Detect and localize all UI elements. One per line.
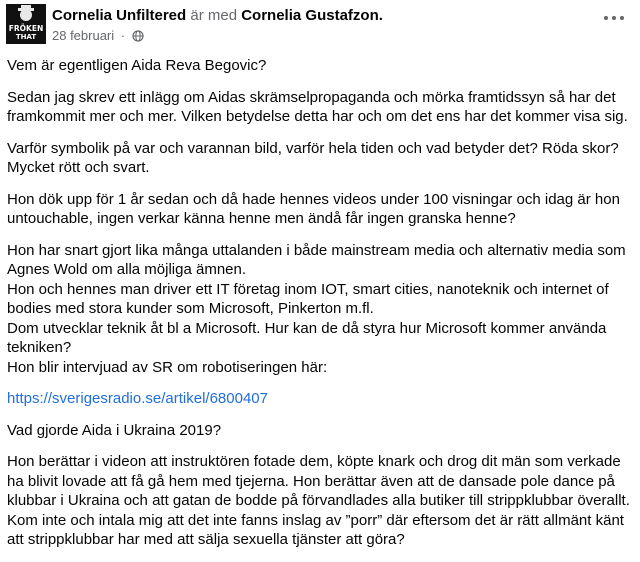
svg-text:FRÖKEN: FRÖKEN: [8, 24, 44, 33]
author-name-link[interactable]: Cornelia Unfiltered: [52, 7, 187, 24]
post-line: Hon har snart gjort lika många uttalanden i både mainstream media och alternativ media som Agnes Wold om alla möjliga ämnen.: [7, 241, 626, 278]
meta-separator: ·: [120, 28, 126, 43]
tagged-name-link[interactable]: Cornelia Gustafzon: [241, 7, 379, 24]
with-text: är med: [190, 7, 238, 24]
post-paragraph-group: [7, 241, 635, 378]
post-paragraph: [7, 389, 635, 409]
post-paragraph: Sedan jag skrev ett inlägg om Aidas skrämselpropaganda och mörka framtidssyn så har det framkommit mer och mer. Vilken betydelse detta har och om det ens har det kommer visa sig.: [7, 88, 628, 125]
post-paragraph: Vem är egentligen Aida Reva Begovic?: [7, 57, 267, 74]
svg-text:THAT: THAT: [15, 33, 37, 41]
author-line-period: .: [378, 7, 383, 24]
post-header: [6, 4, 634, 44]
post-paragraph: Hon dök upp för 1 år sedan och då hade hennes videos under 100 visningar och idag är hon untouchable, ingen verkar känna henne men ändå får ingen granska henne?: [7, 190, 620, 227]
post-date-link[interactable]: 28 februari: [52, 28, 115, 43]
author-line: [52, 7, 383, 25]
post-paragraph: Varför symbolik på var och varannan bild, varför hela tiden och vad betyder det? Röda skor? Mycket rött och svart.: [7, 139, 619, 176]
post-line: Dom utvecklar teknik åt bl a Microsoft. Hur kan de då styra hur Microsoft kommer använda tekniken?: [7, 319, 607, 356]
post-line: Hon blir intervjuad av SR om robotiseringen här:: [7, 358, 328, 376]
more-options-icon[interactable]: [600, 8, 628, 28]
post-meta: [52, 28, 144, 44]
post-body: [7, 56, 635, 562]
post-paragraph: Hon berättar i videon att instruktören fotade dem, köpte knark och drog dit män som verkade ha blivit lovade att få gå hem med tjejerna. Hon berättar även att de dansade pole dance på klubbar i Ukraina och att gatan de bodde på förvandlades alla butiker till strippklubbar överallt. Kom inte och intala mig att det inte fanns inslag av ”porr” där eftersom det är rätt allmänt känt att strippklubbar har med att sälja sexuella tjänster att göra?: [7, 453, 630, 548]
sr-article-link[interactable]: https://sverigesradio.se/artikel/6800407: [7, 390, 268, 407]
post-paragraph: Vad gjorde Aida i Ukraina 2019?: [7, 421, 222, 439]
globe-icon[interactable]: [132, 30, 144, 42]
avatar-logo-icon: [6, 4, 46, 44]
avatar[interactable]: [6, 4, 46, 44]
post-line: Hon och hennes man driver ett IT företag inom IOT, smart cities, nanoteknik och internet of bodies med stora kunder som Microsoft, Pinkerton m.fl.: [7, 280, 609, 317]
